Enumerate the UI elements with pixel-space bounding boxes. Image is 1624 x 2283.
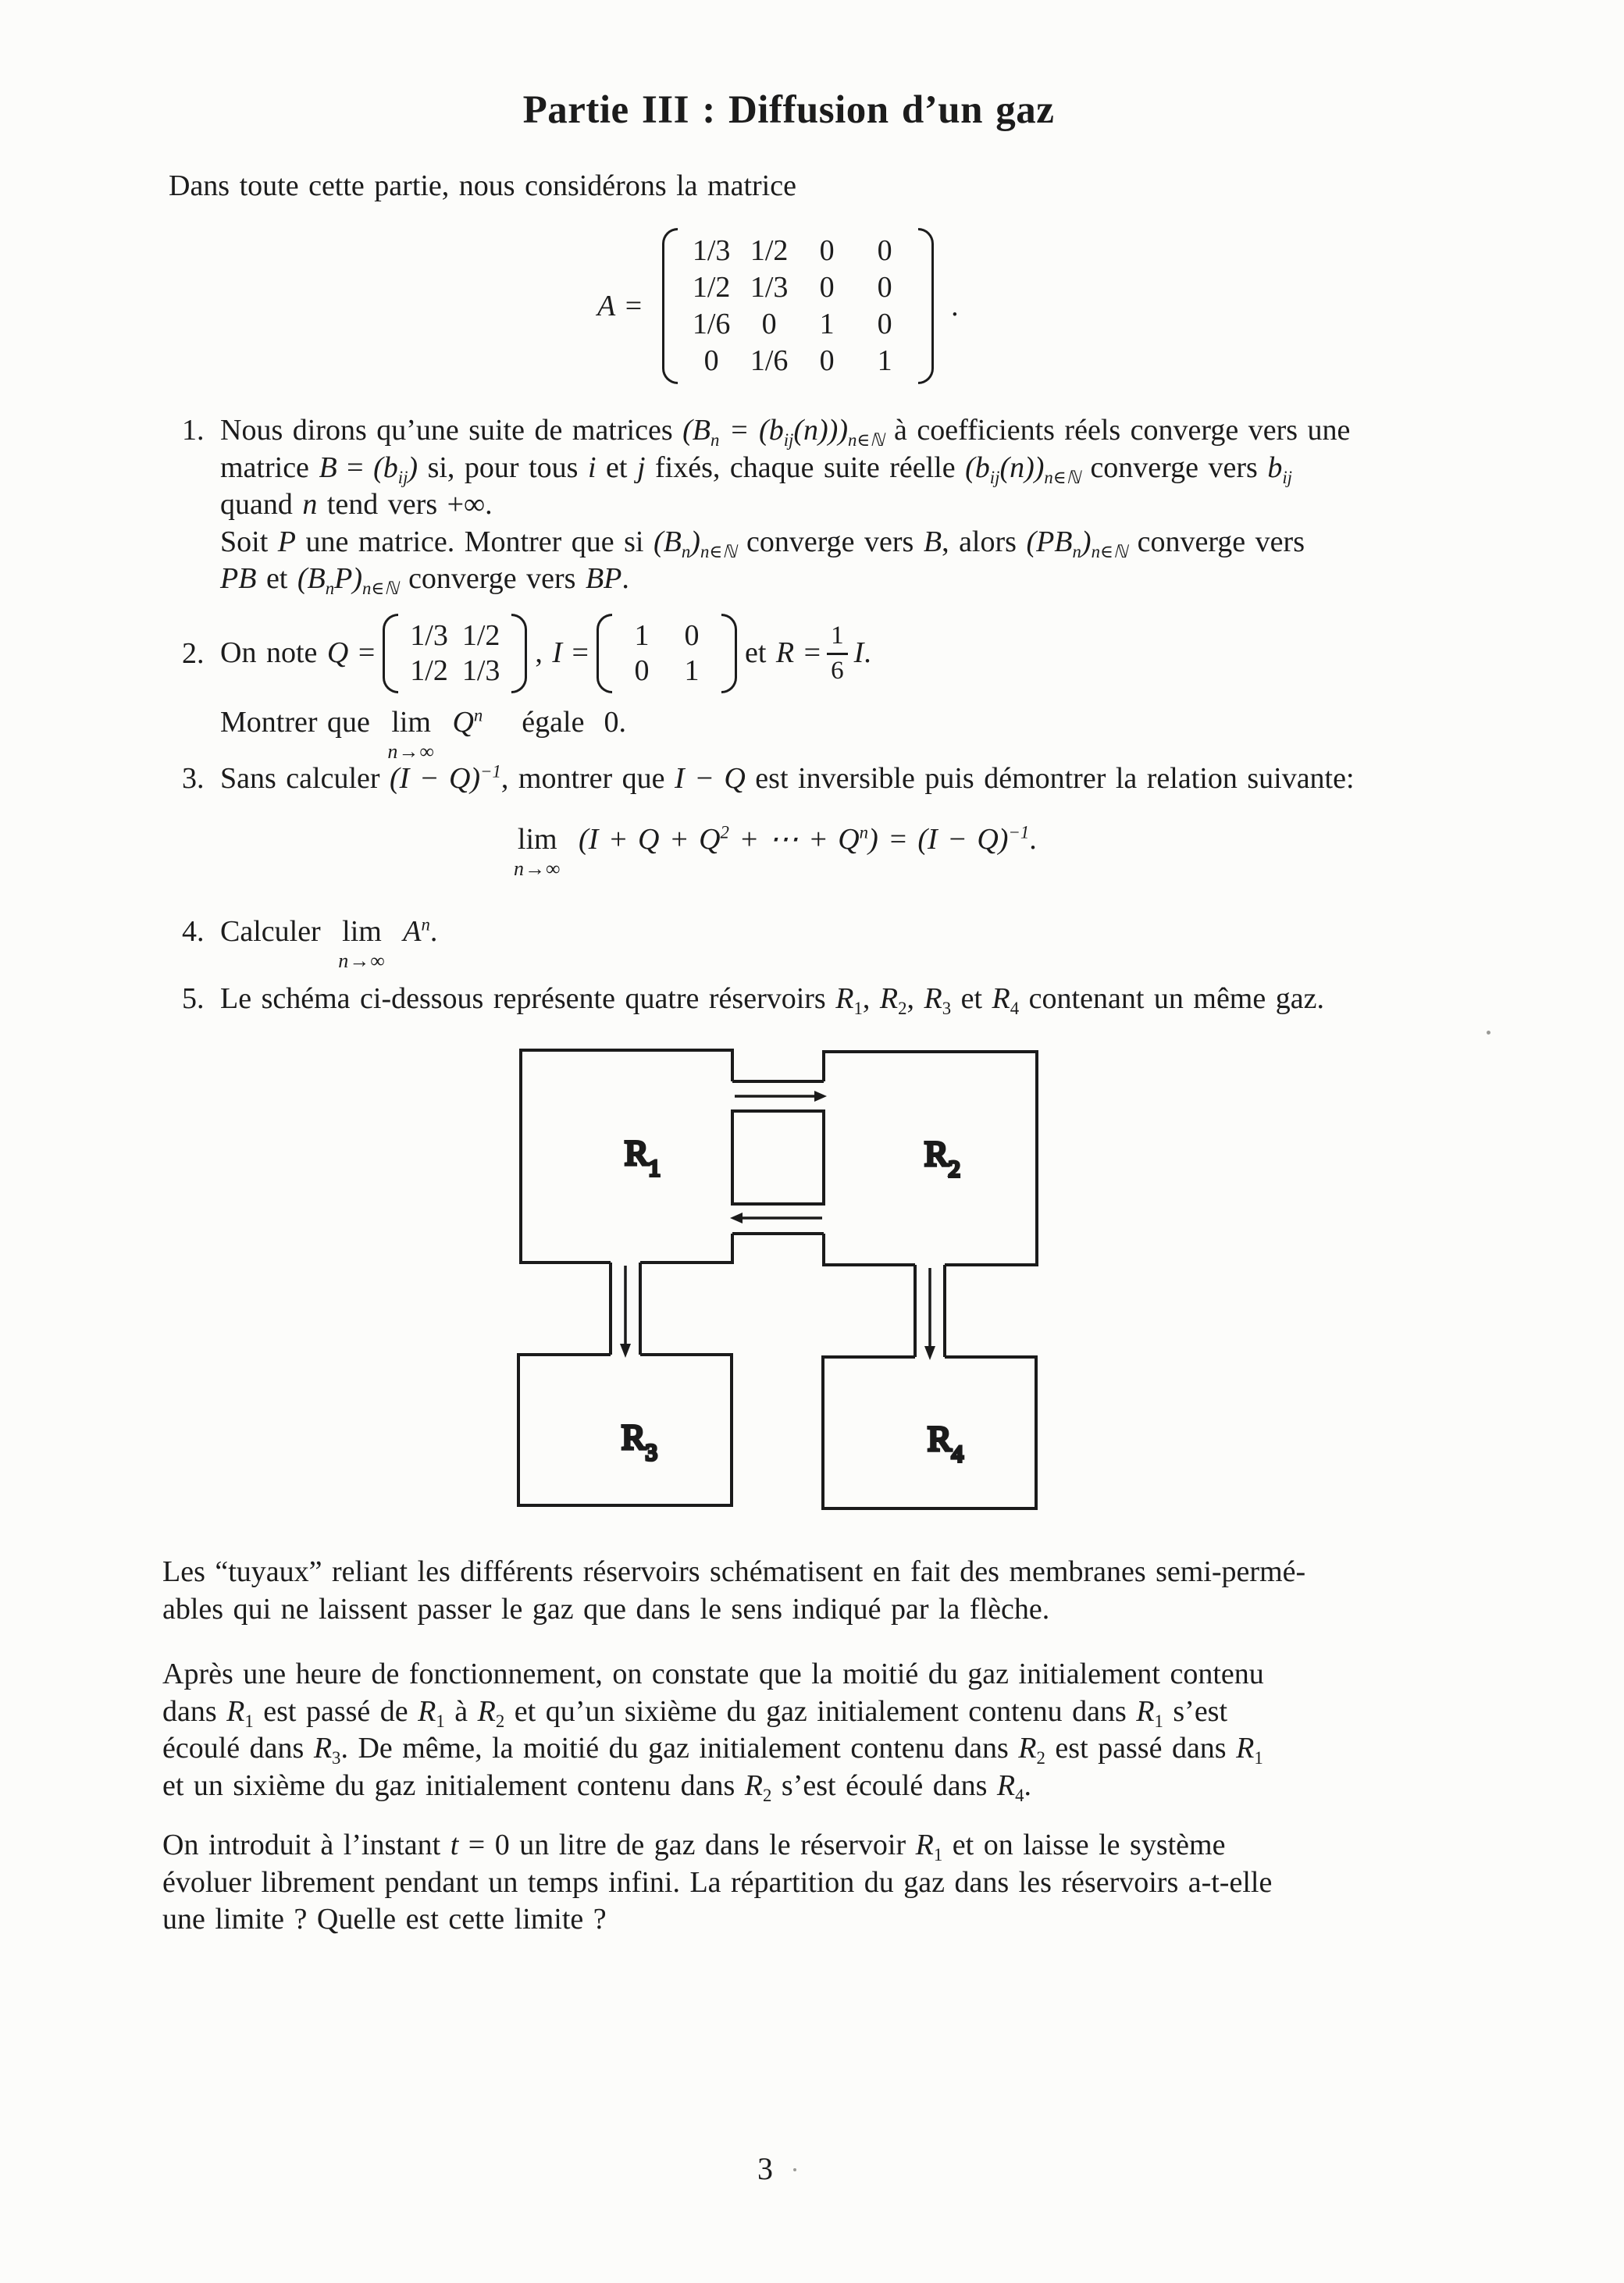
flow-arrow-r2-to-r1 xyxy=(730,1213,822,1223)
label-r4: $R_4$ xyxy=(928,1419,963,1467)
intro-line: Dans toute cette partie, nous considérons la matrice xyxy=(169,169,796,202)
matrix-suffix: . xyxy=(951,290,959,322)
item-1-number: 1. xyxy=(182,414,205,447)
label-r1: $R_1$ xyxy=(625,1133,661,1181)
right-paren xyxy=(721,614,737,693)
paragraph-tuyaux: Les “tuyaux” reliant les différents réservoirs schématisent en fait des membranes semi-permé- ables qui ne laissent passer le gaz que dans le sens indiqué par la flèche. xyxy=(162,1555,1306,1626)
item-2-line-1 xyxy=(220,614,871,693)
matrix-A xyxy=(662,228,934,384)
matrix-Q xyxy=(383,614,527,693)
label-r2: $R_2$ xyxy=(924,1134,960,1182)
item-2-number: 2. xyxy=(182,637,205,670)
item-2-line-2: Montrer que lim n→∞ $Q^n$ égale 0. xyxy=(220,705,626,763)
item-2-prefix: On note Q = xyxy=(220,636,376,670)
paragraph-fonctionnement: Après une heure de fonctionnement, on constate que la moitié du gaz initialement contenu dans $R_1$ est passé de $R_1$ à $R_2$ et qu’un sixième du gaz initialement contenu dans $R_1$ s’est écoulé dans $R_3$. De même, la moitié du gaz initialement contenu dans $R_2$ est passé dans $R_1$ et un sixième du gaz initialement contenu dans $R_2$ s’est écoulé dans $R_4$. xyxy=(162,1658,1264,1805)
item-2-et: et R = xyxy=(744,636,821,670)
matrix-Q-cells: 1/3 1/2 1/2 1/3 xyxy=(410,619,500,687)
scan-speck xyxy=(1487,1031,1490,1035)
item-1-text: Nous dirons qu’une suite de matrices $(B_n = (b_{ij}(n)))_{n\in ℕ}$ à coefficients réels converge vers une matrice $B = (b_{ij})$ si, pour tous i et j fixés, chaque suite réelle $(b_{ij}(n))_{n\in ℕ}$ converge vers $b_{ij}$ quand n tend vers +∞. Soit P une matrice. Montrer que si $(B_n)_{n\in ℕ}$ converge vers B, alors $(PB_n)_{n\in ℕ}$ converge vers PB et $(B_nP)_{n\in ℕ}$ converge vers BP. xyxy=(220,414,1351,598)
flow-arrow-r1-to-r3 xyxy=(620,1266,631,1358)
item-2-mid: , I = xyxy=(535,636,589,670)
item-3 xyxy=(182,760,1355,798)
horizontal-tube-walls xyxy=(732,1081,824,1234)
matrix-I-cells: 1 0 0 1 xyxy=(634,619,700,687)
left-paren xyxy=(662,228,678,384)
page-title: Partie III : Diffusion d’un gaz xyxy=(522,88,1055,132)
flow-arrow-r2-to-r4 xyxy=(924,1268,935,1360)
scan-speck xyxy=(793,2168,796,2171)
paragraph-question: On introduit à l’instant t = 0 un litre de gaz dans le réservoir $R_1$ et on laisse le système évoluer librement pendant un temps infini. La répartition du gaz dans les réservoirs a-t-elle une limite ? Quelle est cette limite ? xyxy=(162,1829,1273,1936)
left-paren xyxy=(597,614,612,693)
item-4 xyxy=(182,914,437,971)
page-number: 3 xyxy=(757,2151,773,2186)
fraction-numerator: 1 xyxy=(827,622,848,655)
label-r3: $R_3$ xyxy=(621,1417,657,1466)
fraction-denominator: 6 xyxy=(831,657,844,685)
item-2 xyxy=(182,614,871,762)
matrix-A-cells: 1/3 1/2 0 0 1/2 1/3 0 0 1/6 0 1 0 0 1/6 0 1 xyxy=(692,234,892,377)
item-5-text: Le schéma ci-dessous représente quatre réservoirs $R_1$, $R_2$, $R_3$ et $R_4$ contenant un même gaz. xyxy=(220,982,1324,1018)
item-4-text: Calculer lim n→∞ $A^n$. xyxy=(220,914,438,972)
item-5 xyxy=(182,981,1324,1018)
left-paren xyxy=(383,614,398,693)
reservoir-diagram xyxy=(515,1046,1077,1530)
matrix-display-A xyxy=(597,228,959,384)
right-paren xyxy=(511,614,527,693)
fraction-one-sixth xyxy=(827,622,848,686)
right-paren xyxy=(918,228,934,384)
item-3-number: 3. xyxy=(182,762,205,795)
flow-arrow-r1-to-r2 xyxy=(735,1091,827,1102)
item-4-number: 4. xyxy=(182,915,205,948)
item-3-text: Sans calculer $(I - Q)^{-1}$, montrer que I − Q est inversible puis démontrer la relation suivante: xyxy=(220,761,1355,795)
vertical-tube-walls xyxy=(611,1263,945,1357)
item-1 xyxy=(182,412,1350,598)
item-5-number: 5. xyxy=(182,982,205,1015)
matrix-lhs: A = xyxy=(597,290,643,322)
item-3-display-formula: lim n→∞ ($I + Q + Q^2$ + ⋯ + $Q^n) = (I - Q)^{-1}$. xyxy=(514,822,1037,880)
matrix-I xyxy=(597,614,737,693)
membrane-block xyxy=(732,1111,824,1204)
item-2-post: I. xyxy=(853,636,871,670)
